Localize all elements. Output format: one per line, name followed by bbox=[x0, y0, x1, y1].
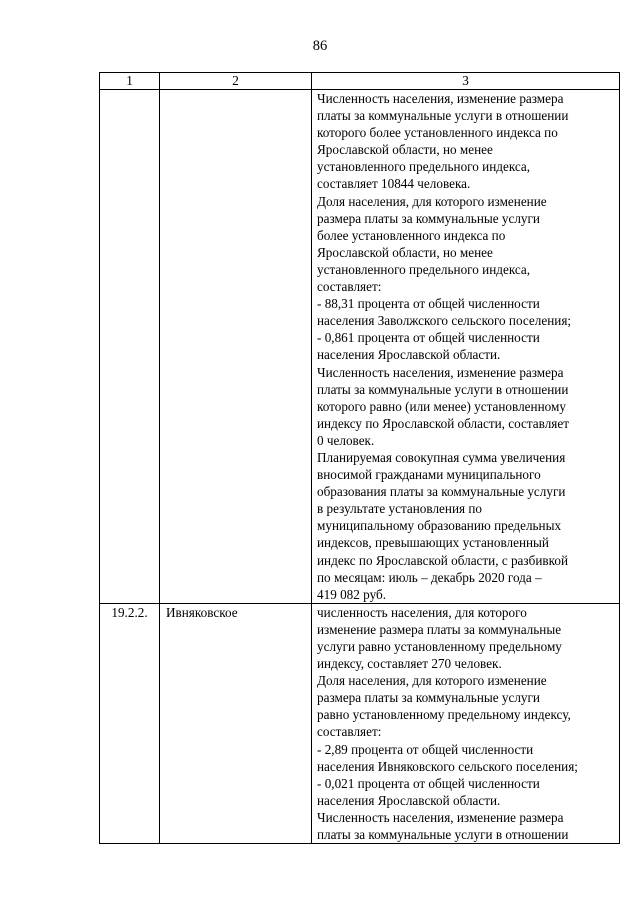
document-table bbox=[99, 72, 620, 844]
text-line: платы за коммунальные услуги в отношении bbox=[317, 381, 569, 397]
text-line: Доля населения, для которого изменение bbox=[317, 193, 547, 209]
text-line: изменение размера платы за коммунальные bbox=[317, 621, 562, 637]
description-cell bbox=[312, 603, 620, 843]
text-line: платы за коммунальные услуги в отношении bbox=[317, 108, 569, 124]
text-line: вносимой гражданами муниципального bbox=[317, 467, 541, 483]
text-line: индексу, составляет 270 человек. bbox=[317, 656, 502, 672]
text-line: муниципальному образованию предельных bbox=[317, 518, 562, 534]
settlement-name-cell bbox=[160, 90, 312, 604]
text-line: платы за коммунальные услуги в отношении bbox=[317, 827, 569, 843]
text-line: Численность населения, изменение размера bbox=[317, 91, 564, 106]
settlement-name-cell: Ивняковское bbox=[160, 603, 312, 843]
text-line: составляет: bbox=[317, 724, 382, 740]
text-line: установленного предельного индекса, bbox=[317, 261, 531, 277]
text-line: индексу по Ярославской области, составляет bbox=[317, 415, 569, 431]
row-number-cell: 19.2.2. bbox=[100, 603, 160, 843]
text-line: населения Ивняковского сельского поселения; bbox=[317, 758, 578, 774]
text-line: в результате установления по bbox=[317, 501, 483, 517]
text-line: равно установленному предельному индексу, bbox=[317, 707, 571, 723]
text-line: - 2,89 процента от общей численности bbox=[317, 741, 534, 757]
row-number-cell bbox=[100, 90, 160, 604]
text-line: 0 человек. bbox=[317, 432, 375, 448]
text-line: образования платы за коммунальные услуги bbox=[317, 484, 566, 500]
text-line: - 88,31 процента от общей численности bbox=[317, 296, 540, 312]
text-line: 419 082 руб. bbox=[317, 586, 387, 602]
column-header-2: 2 bbox=[160, 73, 312, 90]
text-line: Планируемая совокупная сумма увеличения bbox=[317, 449, 566, 465]
text-line: Ярославской области, но менее bbox=[317, 244, 493, 260]
text-line: размера платы за коммунальные услуги bbox=[317, 690, 540, 706]
text-line: Ярославской области, но менее bbox=[317, 142, 493, 158]
text-line: - 0,021 процента от общей численности bbox=[317, 775, 540, 791]
text-line: населения Ярославской области. bbox=[317, 792, 501, 808]
text-line: которого более установленного индекса по bbox=[317, 125, 558, 141]
table-header-row bbox=[100, 73, 620, 90]
text-line: численность населения, для которого bbox=[317, 604, 527, 620]
text-line: Доля населения, для которого изменение bbox=[317, 673, 547, 689]
text-line: установленного предельного индекса, bbox=[317, 159, 531, 175]
description-cell bbox=[312, 90, 620, 604]
text-line: более установленного индекса по bbox=[317, 227, 506, 243]
column-header-3: 3 bbox=[312, 73, 620, 90]
text-line: составляет 10844 человека. bbox=[317, 176, 471, 192]
text-line: Численность населения, изменение размера bbox=[317, 364, 564, 380]
column-header-1: 1 bbox=[100, 73, 160, 90]
table-row bbox=[100, 90, 620, 604]
text-line: - 0,861 процента от общей численности bbox=[317, 330, 540, 346]
text-line: индексов, превышающих установленный bbox=[317, 535, 549, 551]
page-number: 86 bbox=[312, 38, 328, 54]
text-line: населения Ярославской области. bbox=[317, 347, 501, 363]
text-line: Численность населения, изменение размера bbox=[317, 809, 564, 825]
text-line: по месяцам: июль – декабрь 2020 года – bbox=[317, 569, 542, 585]
text-line: размера платы за коммунальные услуги bbox=[317, 210, 540, 226]
text-line: составляет: bbox=[317, 279, 382, 295]
text-line: которого равно (или менее) установленному bbox=[317, 398, 566, 414]
text-line: населения Заволжского сельского поселения; bbox=[317, 313, 572, 329]
table-row bbox=[100, 603, 620, 843]
text-line: индекс по Ярославской области, с разбивкой bbox=[317, 552, 569, 568]
text-line: услуги равно установленному предельному bbox=[317, 639, 562, 654]
